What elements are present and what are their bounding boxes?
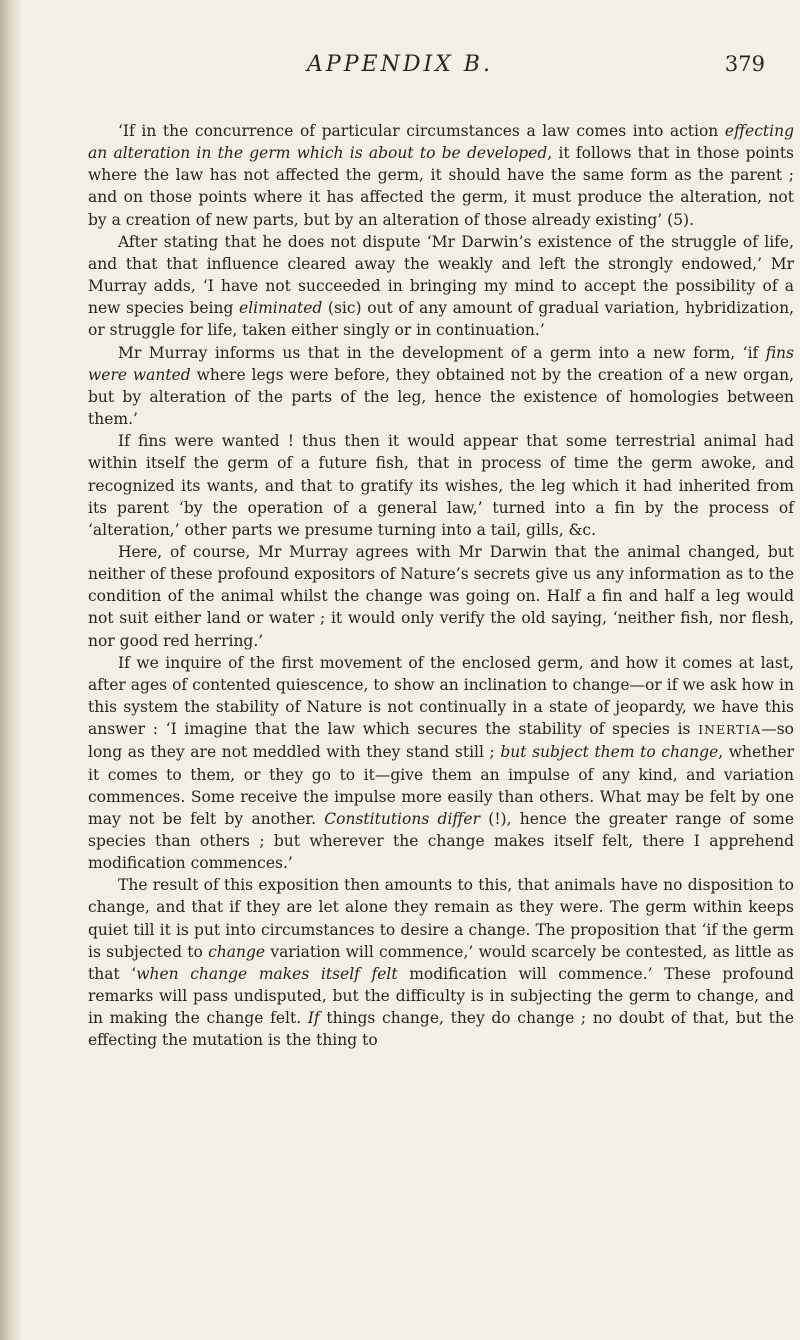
italic-span: eliminated xyxy=(239,299,323,318)
paragraph xyxy=(88,342,794,431)
text-span: —so long as they are not meddled with they stand still ; xyxy=(88,720,794,762)
text-span: Here, of course, Mr Murray agrees with Mr Darwin that the animal changed, but neither of these profound expositors of Nature’s secrets give us any information as to the condition of the animal whilst the change was going on. Half a fin and half a leg would not suit either land or water ; it would only verify the old saying, ‘neither fish, nor flesh, nor good red herring.’ xyxy=(88,542,794,650)
paragraph xyxy=(88,120,794,231)
binding-gutter-shadow xyxy=(0,0,22,1340)
paragraph xyxy=(88,652,794,875)
text-span: ‘If in the concurrence of particular circumstances a law comes into action xyxy=(118,122,725,140)
paragraph xyxy=(88,231,794,342)
text-span: where legs were before, they obtained not by the creation of a new organ, but by alteration of the parts of the leg, hence the existence of homologies between them.’ xyxy=(88,365,794,429)
italic-span: If xyxy=(307,1009,320,1028)
text-span: Mr Murray informs us that in the development of a germ into a new form, ‘if xyxy=(118,343,766,362)
page-header xyxy=(0,52,800,82)
text-span: , whether it comes to them, or they go to it—give them an impulse of any kind, and variation commences. Some receive the impulse more easily than others. What may be felt by one may not be felt by another. xyxy=(88,743,795,828)
page-number: 379 xyxy=(724,52,765,76)
text-span: modification will commence.’ These profound remarks will pass undisputed, but the difficulty is in subjecting the germ to change, and in making the change felt. xyxy=(88,964,794,1028)
text-span: (sic) out of any amount of gradual variation, hybridization, or struggle for life, taken either singly or in continuation.’ xyxy=(88,299,794,340)
paragraph xyxy=(88,430,794,541)
paragraph xyxy=(88,874,794,1051)
text-span: The result of this exposition then amounts to this, that animals have no disposition to change, and that if they are let alone they remain as they were. The germ within keeps quiet till it is put into circumstances to desire a change. The proposition that ‘if the germ is subjected to xyxy=(88,876,794,961)
running-title: APPENDIX B. xyxy=(307,52,493,77)
italic-span: change xyxy=(208,942,266,961)
italic-span: Constitutions differ xyxy=(324,809,480,828)
body-text xyxy=(88,120,794,1052)
small-caps-span: INERTIA xyxy=(698,722,762,738)
text-span: (!), hence the greater range of some species than others ; but wherever the change makes itself felt, there I apprehend modification commences.’ xyxy=(88,809,795,873)
text-span: things change, they do change ; no doubt of that, but the effecting the mutation is the thing to xyxy=(88,1009,794,1050)
text-span: , it follows that in those points where the law has not affected the germ, it should have the same form as the parent ; and on those points where it has affected the germ, it must produce the alteration, not by a creation of new parts, but by an alteration of those already existing’ (5). xyxy=(88,144,794,229)
italic-span: but subject them to change xyxy=(500,743,719,762)
text-span: After stating that he does not dispute ‘Mr Darwin’s existence of the struggle of life, and that that influence cleared away the weakly and left the strongly endowed,’ Mr Murray adds, ‘I have not succeeded in bringing my mind to accept the possibility of a new species being xyxy=(88,232,794,318)
paragraph xyxy=(88,541,794,652)
text-span: variation will commence,’ would scarcely be contested, as little as that ‘ xyxy=(88,942,794,983)
text-span: If we inquire of the first movement of the enclosed germ, and how it comes at last, after ages of contented quiescence, to show an inclination to change—or if we ask how in this system the stability of Nature is not continually in a state of jeopardy, we have this answer : ‘I imagine that the law which secures the stability of species is xyxy=(88,653,794,739)
italic-span: fins were wanted xyxy=(88,343,794,384)
text-span: If fins were wanted ! thus then it would appear that some terrestrial animal had within itself the germ of a future fish, that in process of time the germ awoke, and recognized its wants, and that to gratify its wishes, the leg which it had inherited from its parent ‘by the operation of a general law,’ turned into a fin by the process of ‘alteration,’ other parts we presume turning into a tail, gills, &c. xyxy=(88,432,794,539)
italic-span: when change makes itself felt xyxy=(136,964,398,983)
italic-span: effecting an alteration in the germ which is about to be developed xyxy=(88,122,794,163)
